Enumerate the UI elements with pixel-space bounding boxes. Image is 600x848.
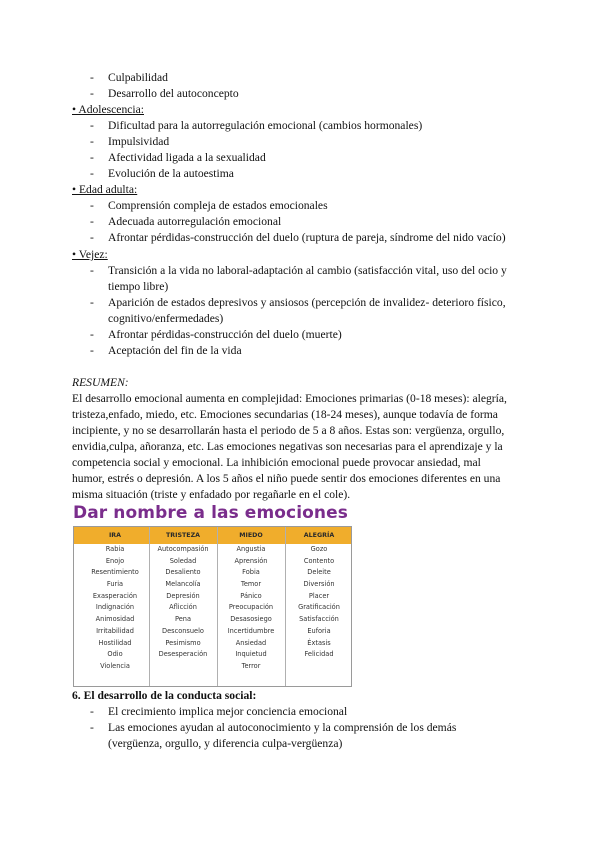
emotions-cell: Temor (240, 580, 262, 589)
emotions-cell: Incertidumbre (227, 626, 275, 635)
column-separator (285, 527, 286, 686)
emotions-cell: Desasosiego (230, 615, 272, 624)
list-dash: - (90, 119, 94, 132)
emotions-cell: Depresión (166, 591, 200, 600)
emotions-cell: Gratificación (298, 603, 340, 612)
column-separator (149, 527, 150, 686)
emotions-cell: Ansiedad (235, 638, 267, 647)
section-heading-vejez: • Vejez: (72, 248, 108, 261)
list-item: Evolución de la autoestima (108, 167, 234, 180)
list-item-continuation: cognitivo/enfermedades) (108, 312, 224, 325)
section6-heading: 6. El desarrollo de la conducta social: (72, 689, 257, 702)
emotions-cell: Soledad (169, 556, 197, 565)
list-item: Afrontar pérdidas-construcción del duelo (muerte) (108, 328, 342, 341)
emotions-cell: Felicidad (304, 650, 334, 659)
emotions-column-2 (218, 527, 284, 673)
emotions-column-1 (150, 527, 216, 661)
list-dash: - (90, 231, 94, 244)
list-item: Afectividad ligada a la sexualidad (108, 151, 266, 164)
emotions-column-0 (82, 527, 148, 673)
emotions-column-3 (286, 527, 352, 661)
emotions-cell: Terror (241, 661, 261, 670)
emotions-cell: Diversión (303, 580, 335, 589)
emotions-cell: Furia (106, 580, 124, 589)
list-item: Aceptación del fin de la vida (108, 344, 242, 357)
emotions-column-header: ALEGRÍA (303, 532, 335, 539)
section-heading-edad-adulta: • Edad adulta: (72, 183, 138, 196)
emotions-cell: Aflicción (169, 603, 197, 612)
list-dash: - (90, 215, 94, 228)
list-item: Afrontar pérdidas-construcción del duelo (ruptura de pareja, síndrome del nido vacío) (108, 231, 506, 244)
list-dash: - (90, 151, 94, 164)
emotions-cell: Angustia (236, 545, 266, 553)
emotions-cell: Euforia (307, 626, 331, 635)
resumen-line: envidia,culpa, añoranza, etc. Las emociones negativas son necesarias para el aprendizaje y la (72, 440, 503, 453)
resumen-line: humor, estrés o depresión. A los 5 años el niño puede sentir dos emociones diferentes en una (72, 472, 501, 485)
emotions-cell: Placer (308, 591, 330, 600)
emotions-cell: Pena (174, 615, 192, 624)
resumen-line: tristeza,enfado, miedo, etc. Emociones secundarias (18-24 meses), aunque todavía de forma (72, 408, 498, 421)
resumen-heading: RESUMEN: (72, 376, 129, 389)
section-heading-adolescencia: • Adolescencia: (72, 103, 144, 116)
emotions-cell: Aprensión (234, 556, 268, 565)
emotions-cell: Exasperación (92, 591, 138, 600)
emotions-cell: Indignación (95, 603, 135, 612)
emotions-cell: Desconsuelo (162, 626, 204, 635)
list-dash: - (90, 296, 94, 309)
emotions-cell: Resentimiento (91, 568, 139, 577)
list-dash: - (90, 71, 94, 84)
list-dash: - (90, 344, 94, 357)
list-item: Impulsividad (108, 135, 170, 148)
resumen-line: incipiente, y no se desarrollarán hasta el periodo de 5 a 8 años. Estas son: vergüenza, orgullo, (72, 424, 505, 437)
list-dash: - (90, 87, 94, 100)
emotions-cell: Deleite (307, 568, 331, 577)
list-item: Comprensión compleja de estados emocionales (108, 199, 328, 212)
emotions-cell: Desesperación (158, 650, 208, 659)
emotions-cell: Animosidad (95, 615, 135, 624)
emotions-cell: Preocupación (228, 603, 274, 612)
emotions-cell: Violencia (100, 661, 130, 670)
emotions-cell: Pesimismo (165, 638, 201, 647)
resumen-line: misma situación (triste y enfadado por regañarle en el cole). (72, 488, 351, 501)
emotions-cell: Fobia (242, 568, 260, 577)
emotions-cell: Gozo (310, 545, 328, 553)
emotions-cell: Melancolía (165, 580, 201, 589)
list-dash: - (90, 135, 94, 148)
emotions-column-header: MIEDO (239, 532, 263, 539)
list-item: Dificultad para la autorregulación emocional (cambios hormonales) (108, 119, 423, 132)
emotions-cell: Irritabilidad (96, 626, 134, 635)
list-dash: - (90, 199, 94, 212)
list-item: Culpabilidad (108, 71, 168, 84)
emotions-column-header: IRA (108, 532, 122, 539)
list-item: Transición a la vida no laboral-adaptación al cambio (satisfacción vital, uso del ocio y (108, 264, 507, 277)
emotions-cell: Inquietud (235, 650, 267, 659)
emotions-cell: Enojo (105, 556, 125, 565)
list-dash: - (90, 705, 94, 718)
emotions-cell: Desaliento (165, 568, 201, 577)
list-item: Las emociones ayudan al autoconocimiento y la comprensión de los demás (108, 721, 457, 734)
emotions-cell: Rabia (105, 545, 125, 553)
emotions-cell: Autocompasión (157, 545, 209, 553)
emotions-figure-title: Dar nombre a las emociones (73, 503, 348, 523)
emotions-cell: Éxtasis (307, 638, 331, 647)
resumen-line: El desarrollo emocional aumenta en complejidad: Emociones primarias (0-18 meses): alegría, (72, 392, 507, 405)
list-item: El crecimiento implica mejor conciencia emocional (108, 705, 348, 718)
list-item-continuation: tiempo libre) (108, 280, 169, 293)
list-item-continuation: (vergüenza, orgullo, y diferencia culpa-vergüenza) (108, 737, 343, 750)
emotions-table (73, 526, 352, 687)
list-dash: - (90, 721, 94, 734)
emotions-cell: Satisfacción (299, 615, 339, 624)
list-item: Aparición de estados depresivos y ansiosos (percepción de invalidez- deterioro físico, (108, 296, 506, 309)
list-item: Adecuada autorregulación emocional (108, 215, 282, 228)
list-dash: - (90, 264, 94, 277)
resumen-line: competencia social y emocional. La inhibición emocional puede provocar ansiedad, mal (72, 456, 481, 469)
emotions-cell: Odio (107, 650, 123, 659)
emotions-cell: Hostilidad (98, 638, 132, 647)
emotions-column-header: TRISTEZA (165, 532, 201, 539)
emotions-cell: Contento (303, 556, 335, 565)
list-item: Desarrollo del autoconcepto (108, 87, 239, 100)
emotions-cell: Pánico (240, 591, 262, 600)
list-dash: - (90, 167, 94, 180)
list-dash: - (90, 328, 94, 341)
column-separator (217, 527, 218, 686)
